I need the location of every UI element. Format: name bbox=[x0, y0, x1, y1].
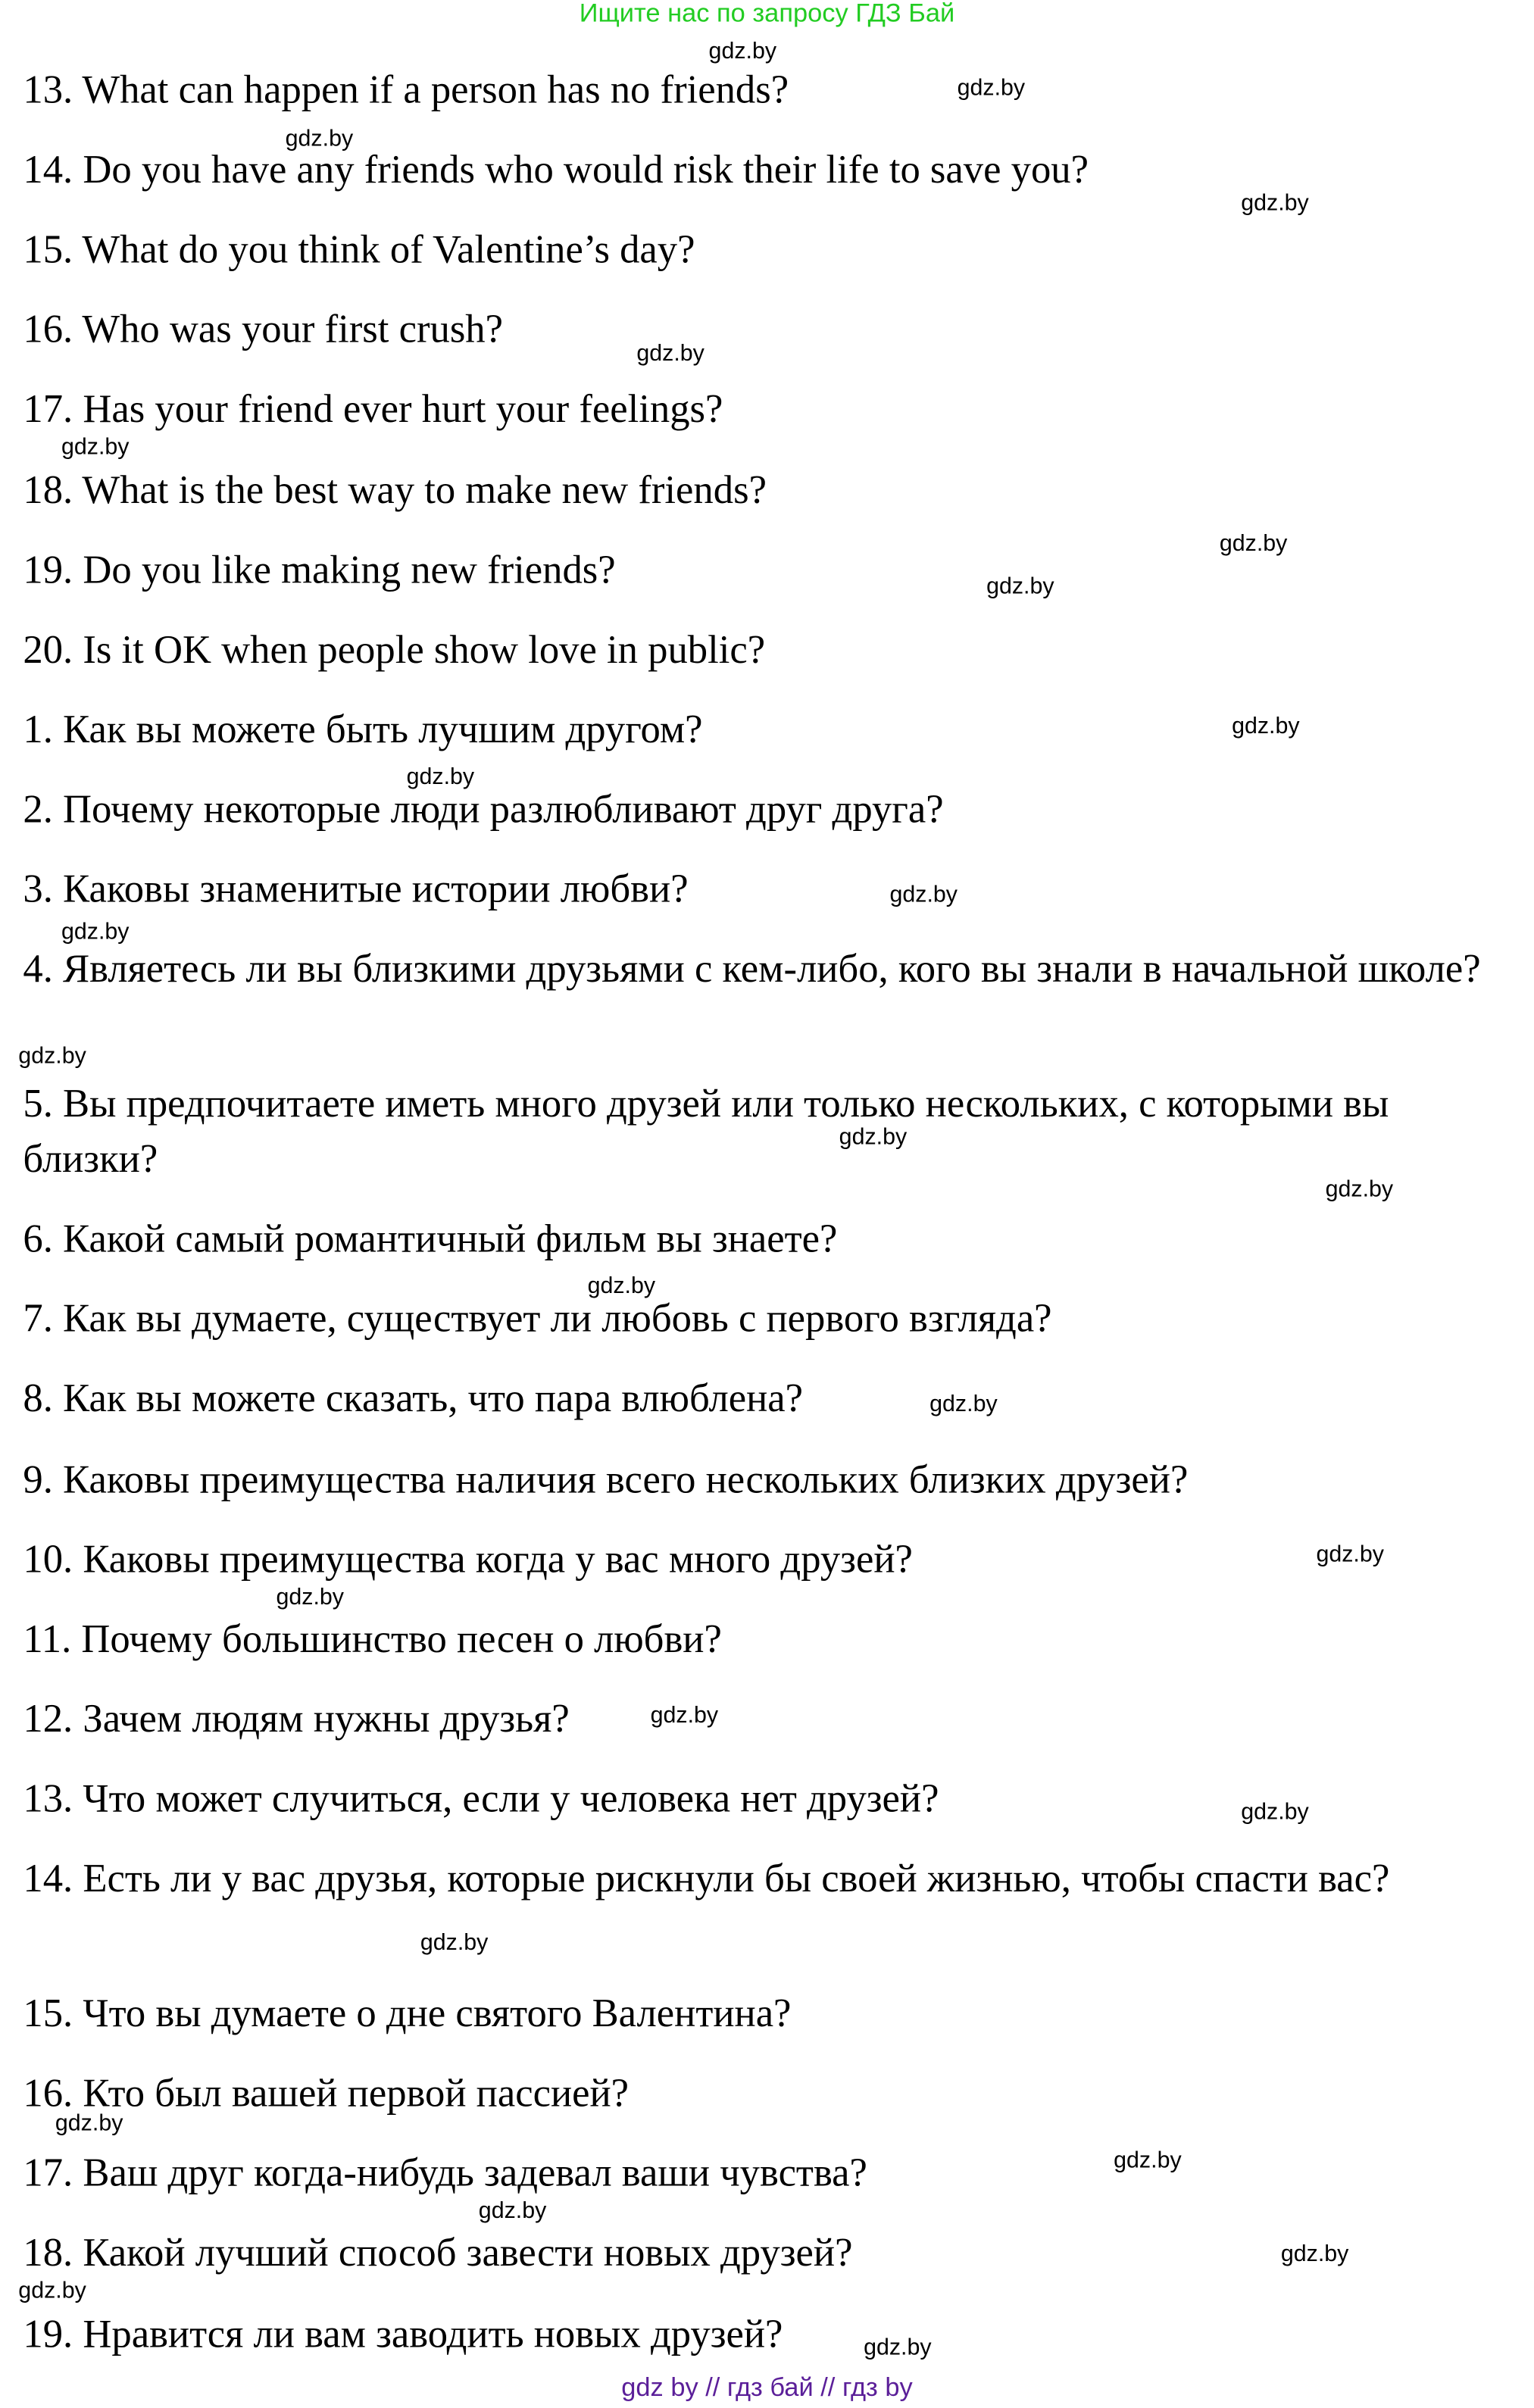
question-item: 15. Что вы думаете о дне святого Валентина? bbox=[23, 1991, 792, 2036]
watermark-text: gdz.by bbox=[889, 882, 958, 908]
watermark-text: gdz.by bbox=[1241, 190, 1309, 217]
watermark-text: gdz.by bbox=[1241, 1799, 1309, 1826]
question-item: 8. Как вы можете сказать, что пара влюблена? bbox=[23, 1376, 804, 1421]
watermark-text: gdz.by bbox=[478, 2197, 547, 2225]
question-item: 4. Являетесь ли вы близкими друзьями с кем-либо, кого вы знали в начальной школе? bbox=[23, 946, 1481, 992]
question-item: 11. Почему большинство песен о любви? bbox=[23, 1616, 722, 1662]
watermark-text: gdz.by bbox=[708, 38, 777, 65]
question-item: 17. Ваш друг когда-нибудь задевал ваши чувства? bbox=[23, 2150, 867, 2195]
question-item: 16. Who was your first crush? bbox=[23, 307, 504, 351]
question-item: 7. Как вы думаете, существует ли любовь с первого взгляда? bbox=[23, 1296, 1052, 1341]
watermark-text: gdz.by bbox=[1316, 1541, 1384, 1568]
watermark-text: gdz.by bbox=[285, 126, 354, 152]
watermark-text: gdz.by bbox=[839, 1124, 908, 1151]
question-item: 19. Нравится ли вам заводить новых друзей? bbox=[23, 2311, 783, 2356]
question-item: 13. What can happen if a person has no friends? bbox=[23, 67, 789, 112]
question-item: 16. Кто был вашей первой пассией? bbox=[23, 2070, 630, 2116]
watermark-text: gdz.by bbox=[61, 918, 130, 945]
question-item: 1. Как вы можете быть лучшим другом? bbox=[23, 707, 703, 752]
question-item: 2. Почему некоторые люди разлюбливают друг друга? bbox=[23, 786, 944, 832]
footer-links[interactable]: gdz by // гдз бай // гдз by bbox=[621, 2372, 913, 2403]
question-item: 3. Каковы знаменитые истории любви? bbox=[23, 867, 689, 911]
question-item: 14. Do you have any friends who would risk their life to save you? bbox=[23, 147, 1089, 192]
watermark-text: gdz.by bbox=[61, 434, 130, 461]
watermark-text: gdz.by bbox=[587, 1273, 656, 1300]
question-item: 17. Has your friend ever hurt your feelings? bbox=[23, 386, 723, 432]
watermark-text: gdz.by bbox=[420, 1929, 489, 1956]
watermark-text: gdz.by bbox=[650, 1702, 719, 1729]
question-item: 18. What is the best way to make new friends? bbox=[23, 467, 767, 513]
watermark-text: gdz.by bbox=[1232, 713, 1300, 740]
watermark-text: gdz.by bbox=[55, 2110, 123, 2137]
question-item: 10. Каковы преимущества когда у вас много друзей? bbox=[23, 1537, 913, 1582]
watermark-text: gdz.by bbox=[636, 340, 705, 367]
watermark-text: gdz.by bbox=[18, 1043, 86, 1070]
watermark-text: gdz.by bbox=[1280, 2241, 1349, 2267]
question-item: 5. Вы предпочитаете иметь много друзей или только нескольких, с которыми вы близки? bbox=[23, 1081, 1389, 1182]
question-item: 19. Do you like making new friends? bbox=[23, 547, 616, 592]
question-item: 12. Зачем людям нужны друзья? bbox=[23, 1696, 570, 1741]
watermark-text: gdz.by bbox=[1325, 1176, 1394, 1203]
question-item: 9. Каковы преимущества наличия всего нескольких близких друзей? bbox=[23, 1457, 1189, 1502]
question-item: 13. Что может случиться, если у человека нет друзей? bbox=[23, 1776, 939, 1821]
question-item: 18. Какой лучший способ завести новых друзей? bbox=[23, 2230, 853, 2275]
question-item: 6. Какой самый романтичный фильм вы знаете? bbox=[23, 1216, 838, 1261]
watermark-text: gdz.by bbox=[929, 1391, 998, 1418]
question-item: 14. Есть ли у вас друзья, которые рискнули бы своей жизнью, чтобы спасти вас? bbox=[23, 1856, 1390, 1900]
watermark-text: gdz.by bbox=[276, 1584, 345, 1611]
watermark-text: gdz.by bbox=[406, 764, 475, 790]
question-item: 20. Is it OK when people show love in public? bbox=[23, 627, 766, 672]
watermark-text: gdz.by bbox=[864, 2335, 932, 2361]
watermark-text: gdz.by bbox=[18, 2278, 86, 2304]
watermark-text: gdz.by bbox=[1219, 530, 1288, 557]
search-hint-header: Ищите нас по запросу ГДЗ Бай bbox=[579, 0, 955, 28]
watermark-text: gdz.by bbox=[957, 75, 1026, 102]
watermark-text: gdz.by bbox=[1114, 2147, 1182, 2174]
question-item: 15. What do you think of Valentine’s day? bbox=[23, 226, 695, 272]
watermark-text: gdz.by bbox=[986, 573, 1054, 600]
